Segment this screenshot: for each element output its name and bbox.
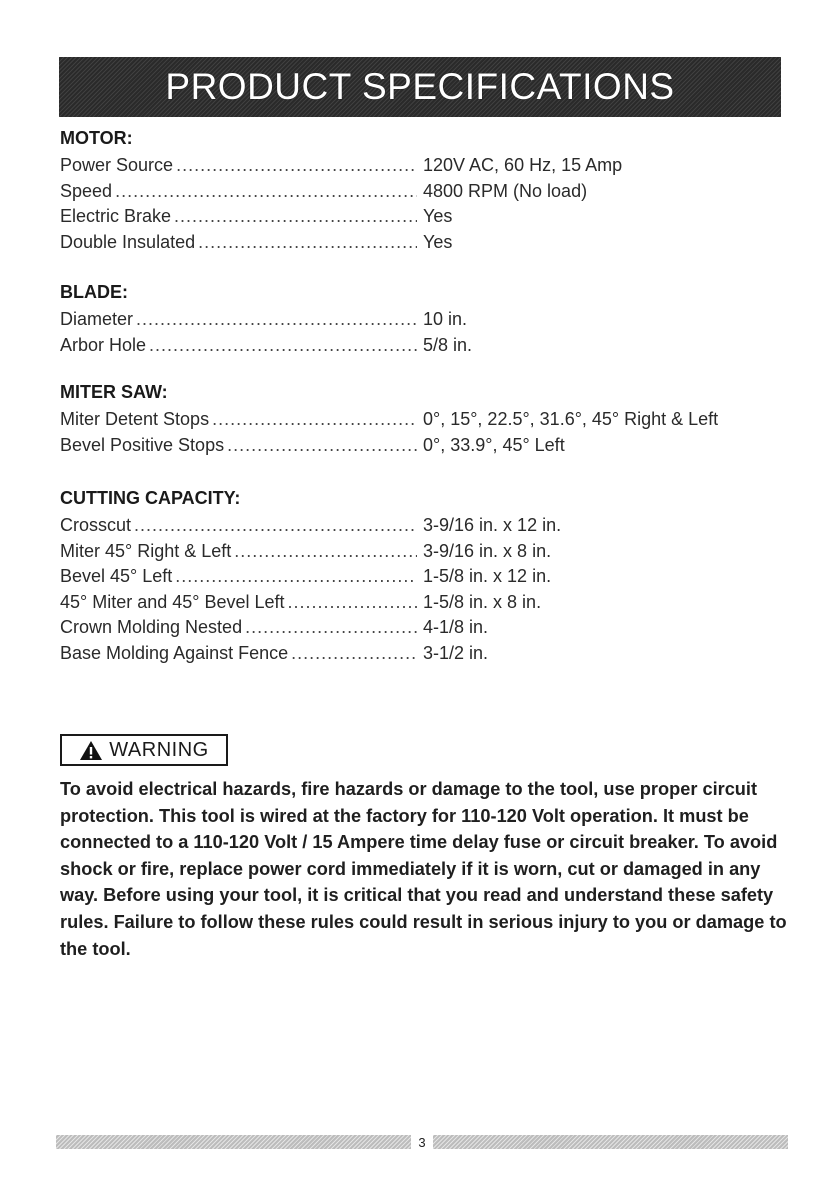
spec-section-motor — [60, 126, 800, 255]
leader-dots — [176, 153, 417, 179]
spec-row — [60, 179, 800, 205]
spec-row — [60, 407, 800, 433]
spec-label: Diameter — [60, 309, 134, 329]
leader-dots — [134, 513, 417, 539]
spec-row — [60, 564, 800, 590]
spec-label: Arbor Hole — [60, 334, 147, 355]
warning-triangle-icon — [79, 740, 103, 761]
leader-dots — [198, 230, 417, 256]
spec-value: 3-1/2 in. — [423, 642, 489, 663]
spec-value: 10 in. — [423, 309, 468, 329]
leader-dots — [245, 615, 417, 641]
leader-dots — [115, 179, 417, 205]
leader-dots — [212, 407, 417, 433]
spec-section-blade — [60, 280, 800, 358]
spec-row — [60, 333, 800, 359]
spec-row — [60, 539, 800, 565]
spec-value: 3-9/16 in. x 8 in. — [423, 540, 552, 561]
spec-row — [60, 153, 800, 179]
spec-label: Crosscut — [60, 515, 132, 535]
section-heading: MOTOR: — [60, 128, 133, 148]
spec-label: Electric Brake — [60, 206, 172, 226]
section-heading: CUTTING CAPACITY: — [60, 488, 241, 508]
warning-label: WARNING — [109, 738, 209, 761]
footer-bar-right — [433, 1135, 788, 1149]
footer-bar-left — [56, 1135, 411, 1149]
spec-value: 3-9/16 in. x 12 in. — [423, 515, 562, 535]
section-heading: BLADE: — [60, 282, 128, 302]
spec-value: 4-1/8 in. — [423, 617, 489, 637]
leader-dots — [136, 307, 417, 333]
spec-value: 0°, 33.9°, 45° Left — [423, 434, 565, 455]
spec-row — [60, 307, 800, 333]
leader-dots — [175, 564, 417, 590]
spec-label: Power Source — [60, 155, 174, 175]
spec-section-cutting-capacity — [60, 486, 800, 666]
warning-label-box — [60, 734, 228, 766]
spec-value: 5/8 in. — [423, 334, 473, 355]
spec-row — [60, 615, 800, 641]
spec-label: Double Insulated — [60, 231, 196, 252]
leader-dots — [234, 539, 417, 565]
spec-label: Miter Detent Stops — [60, 409, 210, 429]
spec-row — [60, 641, 800, 667]
warning-text: To avoid electrical hazards, fire hazards or damage to the tool, use proper circuit protection. This tool is wired at the factory for 110-120 Volt operation. It must be connected to a 110-120 Volt / 15 Ampere time delay fuse or circuit breaker. To avoid shock or fire, replace power cord immediately if it is worn, cut or damaged in any way. Before using your tool, it is critical that you read and understand these safety rules. Failure to follow these rules could result in serious injury to you or damage to the tool. — [60, 779, 787, 959]
spec-row — [60, 230, 800, 256]
spec-value: Yes — [423, 206, 453, 226]
spec-label: 45° Miter and 45° Bevel Left — [60, 591, 285, 612]
spec-value: 0°, 15°, 22.5°, 31.6°, 45° Right & Left — [423, 409, 719, 429]
section-heading: MITER SAW: — [60, 382, 168, 402]
spec-label: Bevel 45° Left — [60, 566, 173, 586]
spec-label: Crown Molding Nested — [60, 617, 243, 637]
page-footer — [56, 1134, 788, 1150]
spec-section-miter-saw — [60, 380, 800, 458]
leader-dots — [149, 333, 417, 359]
leader-dots — [227, 433, 417, 459]
page-title: PRODUCT SPECIFICATIONS — [165, 66, 675, 107]
spec-value: 1-5/8 in. x 12 in. — [423, 566, 552, 586]
spec-value: Yes — [423, 231, 453, 252]
leader-dots — [174, 204, 417, 230]
spec-label: Speed — [60, 180, 113, 201]
spec-value: 120V AC, 60 Hz, 15 Amp — [423, 155, 623, 175]
spec-row — [60, 590, 800, 616]
spec-row — [60, 204, 800, 230]
spec-label: Bevel Positive Stops — [60, 434, 225, 455]
spec-label: Miter 45° Right & Left — [60, 540, 232, 561]
spec-value: 1-5/8 in. x 8 in. — [423, 591, 542, 612]
page-number: 3 — [418, 1134, 426, 1150]
spec-label: Base Molding Against Fence — [60, 642, 289, 663]
spec-row — [60, 433, 800, 459]
spec-row — [60, 513, 800, 539]
spec-value: 4800 RPM (No load) — [423, 180, 588, 201]
leader-dots — [288, 590, 417, 616]
page-title-banner — [59, 57, 781, 117]
leader-dots — [291, 641, 417, 667]
